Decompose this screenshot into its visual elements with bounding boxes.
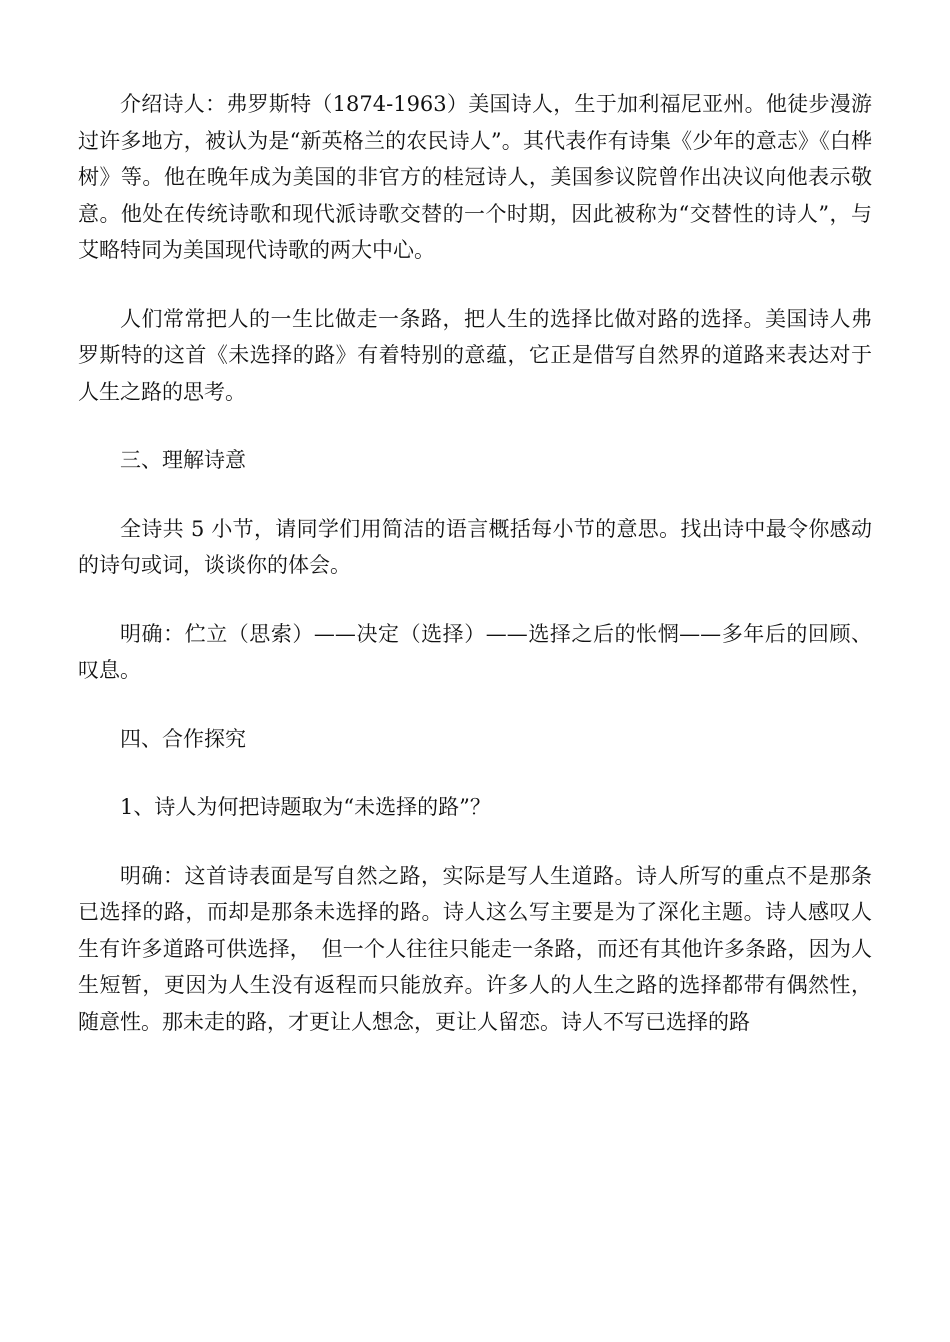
task-paragraph: 全诗共 5 小节，请同学们用简洁的语言概括每小节的意思。找出诗中最令你感动的诗句或词，谈谈你的体会。 [78,516,872,577]
section-heading-explore: 四、合作探究 [120,726,246,751]
document-page [78,86,872,1072]
poet-introduction-paragraph: 介绍诗人：弗罗斯特（1874-1963）美国诗人，生于加利福尼亚州。他徒步漫游过许多地方，被认为是“新英格兰的农民诗人”。其代表作有诗集《少年的意志》《白桦树》等。他在晚年成为美国的非官方的桂冠诗人，美国参议院曾作出决议向他表示敬意。他处在传统诗歌和现代派诗歌交替的一个时期，因此被称为“交替性的诗人”，与艾略特同为美国现代诗歌的两大中心。 [78,92,872,262]
section-heading-understand: 三、理解诗意 [120,448,246,472]
answer-paragraph-title: 明确：这首诗表面是写自然之路，实际是写人生道路。诗人所写的重点不是那条已选择的路，而却是那条未选择的路。诗人这么写主要是为了深化主题。诗人感叹人生有许多道路可供选择， 但一个人往往只能走一条路，而还有其他许多条路，因为人生短暂，更因为人生没有返程而只能放弃。许多人的人生之路的选择都带有偶然性，随意性。那未走的路，才更让人想念，更让人留恋。诗人不写已选择的路 [78,863,872,1034]
question-paragraph: 1、诗人为何把诗题取为“未选择的路”？ [120,795,491,819]
life-road-paragraph: 人们常常把人的一生比做走一条路，把人生的选择比做对路的选择。美国诗人弗罗斯特的这首《未选择的路》有着特别的意蕴，它正是借写自然界的道路来表达对于人生之路的思考。 [78,306,872,404]
answer-paragraph-structure: 明确：伫立（思索）——决定（选择）——选择之后的怅惘——多年后的回顾、叹息。 [78,621,872,682]
